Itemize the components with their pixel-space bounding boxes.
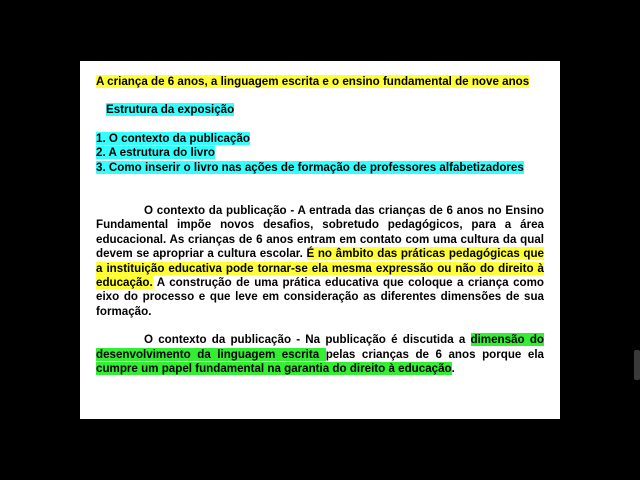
outline-item: 1. O contexto da publicação <box>96 131 250 145</box>
section-subtitle <box>96 103 544 117</box>
title-highlight: A criança de 6 anos, a linguagem escrita e o ensino fundamental de nove anos <box>96 75 530 88</box>
scrollbar-thumb[interactable] <box>634 350 640 380</box>
highlight-yellow: É no âmbito das práticas pedagógicas que a instituição educativa pode tornar-se ela mesma expressão ou não do direito à educação. <box>96 247 544 290</box>
highlight-green: cumpre um papel fundamental na garantia do direito à educação <box>96 362 452 376</box>
outline-item: 2. A estrutura do livro <box>96 146 215 160</box>
paragraph-context-1: O contexto da publicação - A entrada das crianças de 6 anos no Ensino Fundamental impõe novos desafios, sobretudo pedagógicos, para a área educacional. As crianças de 6 anos entram em contato com uma cultura da qual devem se apropriar a cultura escolar. É no âmbito das práticas pedagógicas que a instituição educativa pode tornar-se ela mesma expressão ou não do direito à educação. A construção de uma prática educativa que coloque a criança como eixo do processo e que leve em consideração as diferentes dimensões de sua formação. <box>96 204 544 318</box>
document-page <box>80 61 560 419</box>
outline-item: 3. Como inserir o livro nas ações de formação de professores alfabetizadores <box>96 160 524 174</box>
paragraph-context-2: O contexto da publicação - Na publicação é discutida a dimensão do desenvolvimento da linguagem escrita pelas crianças de 6 anos porque ela cumpre um papel fundamental na garantia do direito à educação. <box>96 333 544 376</box>
outline-list <box>96 132 544 175</box>
subtitle-highlight: Estrutura da exposição <box>106 103 235 117</box>
highlight-green: dimensão do desenvolvimento da linguagem escrita <box>96 333 544 361</box>
document-title <box>96 75 544 89</box>
